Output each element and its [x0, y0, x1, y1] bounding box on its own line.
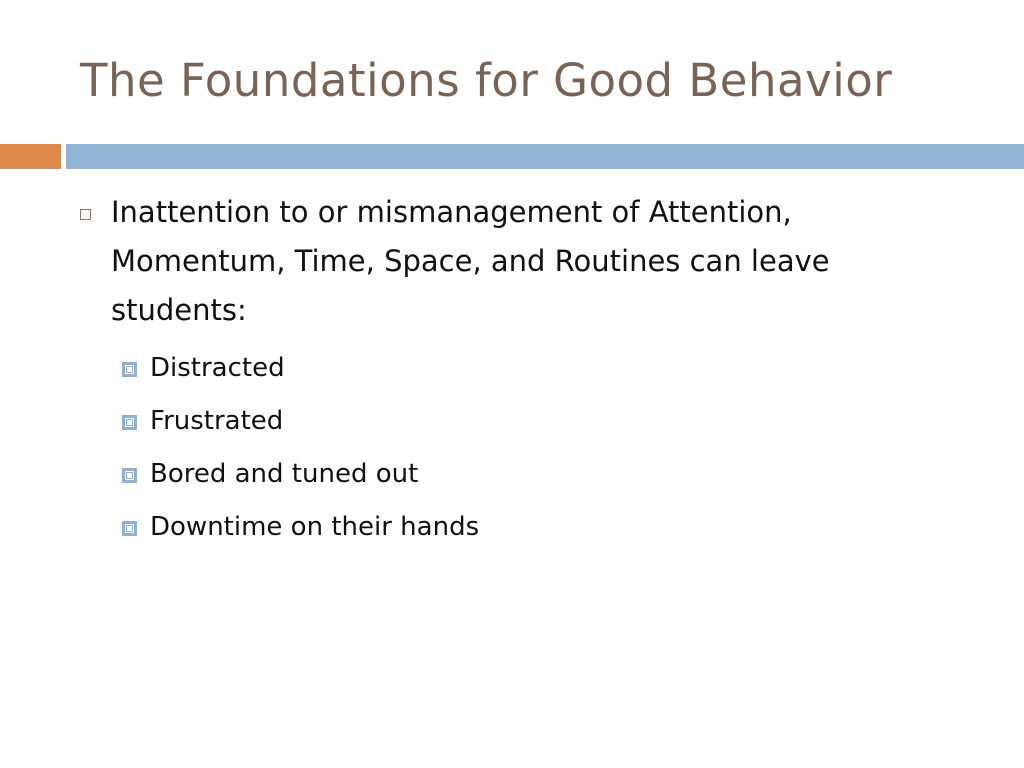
sub-bullet-list [122, 344, 479, 556]
bullet-text: Inattention to or mismanagement of Attention, Momentum, Time, Space, and Routines can leave students: [111, 195, 830, 327]
bullet-item [80, 193, 910, 335]
hollow-square-bullet-icon [80, 209, 91, 220]
framed-square-bullet-icon [122, 362, 137, 377]
sub-bullet-text: Distracted [150, 352, 285, 383]
sub-bullet-item [122, 344, 479, 397]
sub-bullet-text: Frustrated [150, 405, 284, 436]
slide-title: The Foundations for Good Behavior [80, 54, 893, 107]
sub-bullet-item [122, 503, 479, 556]
framed-square-bullet-icon [122, 521, 137, 536]
sub-bullet-item [122, 450, 479, 503]
sub-bullet-text: Bored and tuned out [150, 458, 419, 489]
framed-square-bullet-icon [122, 468, 137, 483]
framed-square-bullet-icon [122, 415, 137, 430]
sub-bullet-item [122, 397, 479, 450]
sub-bullet-text: Downtime on their hands [150, 511, 480, 542]
